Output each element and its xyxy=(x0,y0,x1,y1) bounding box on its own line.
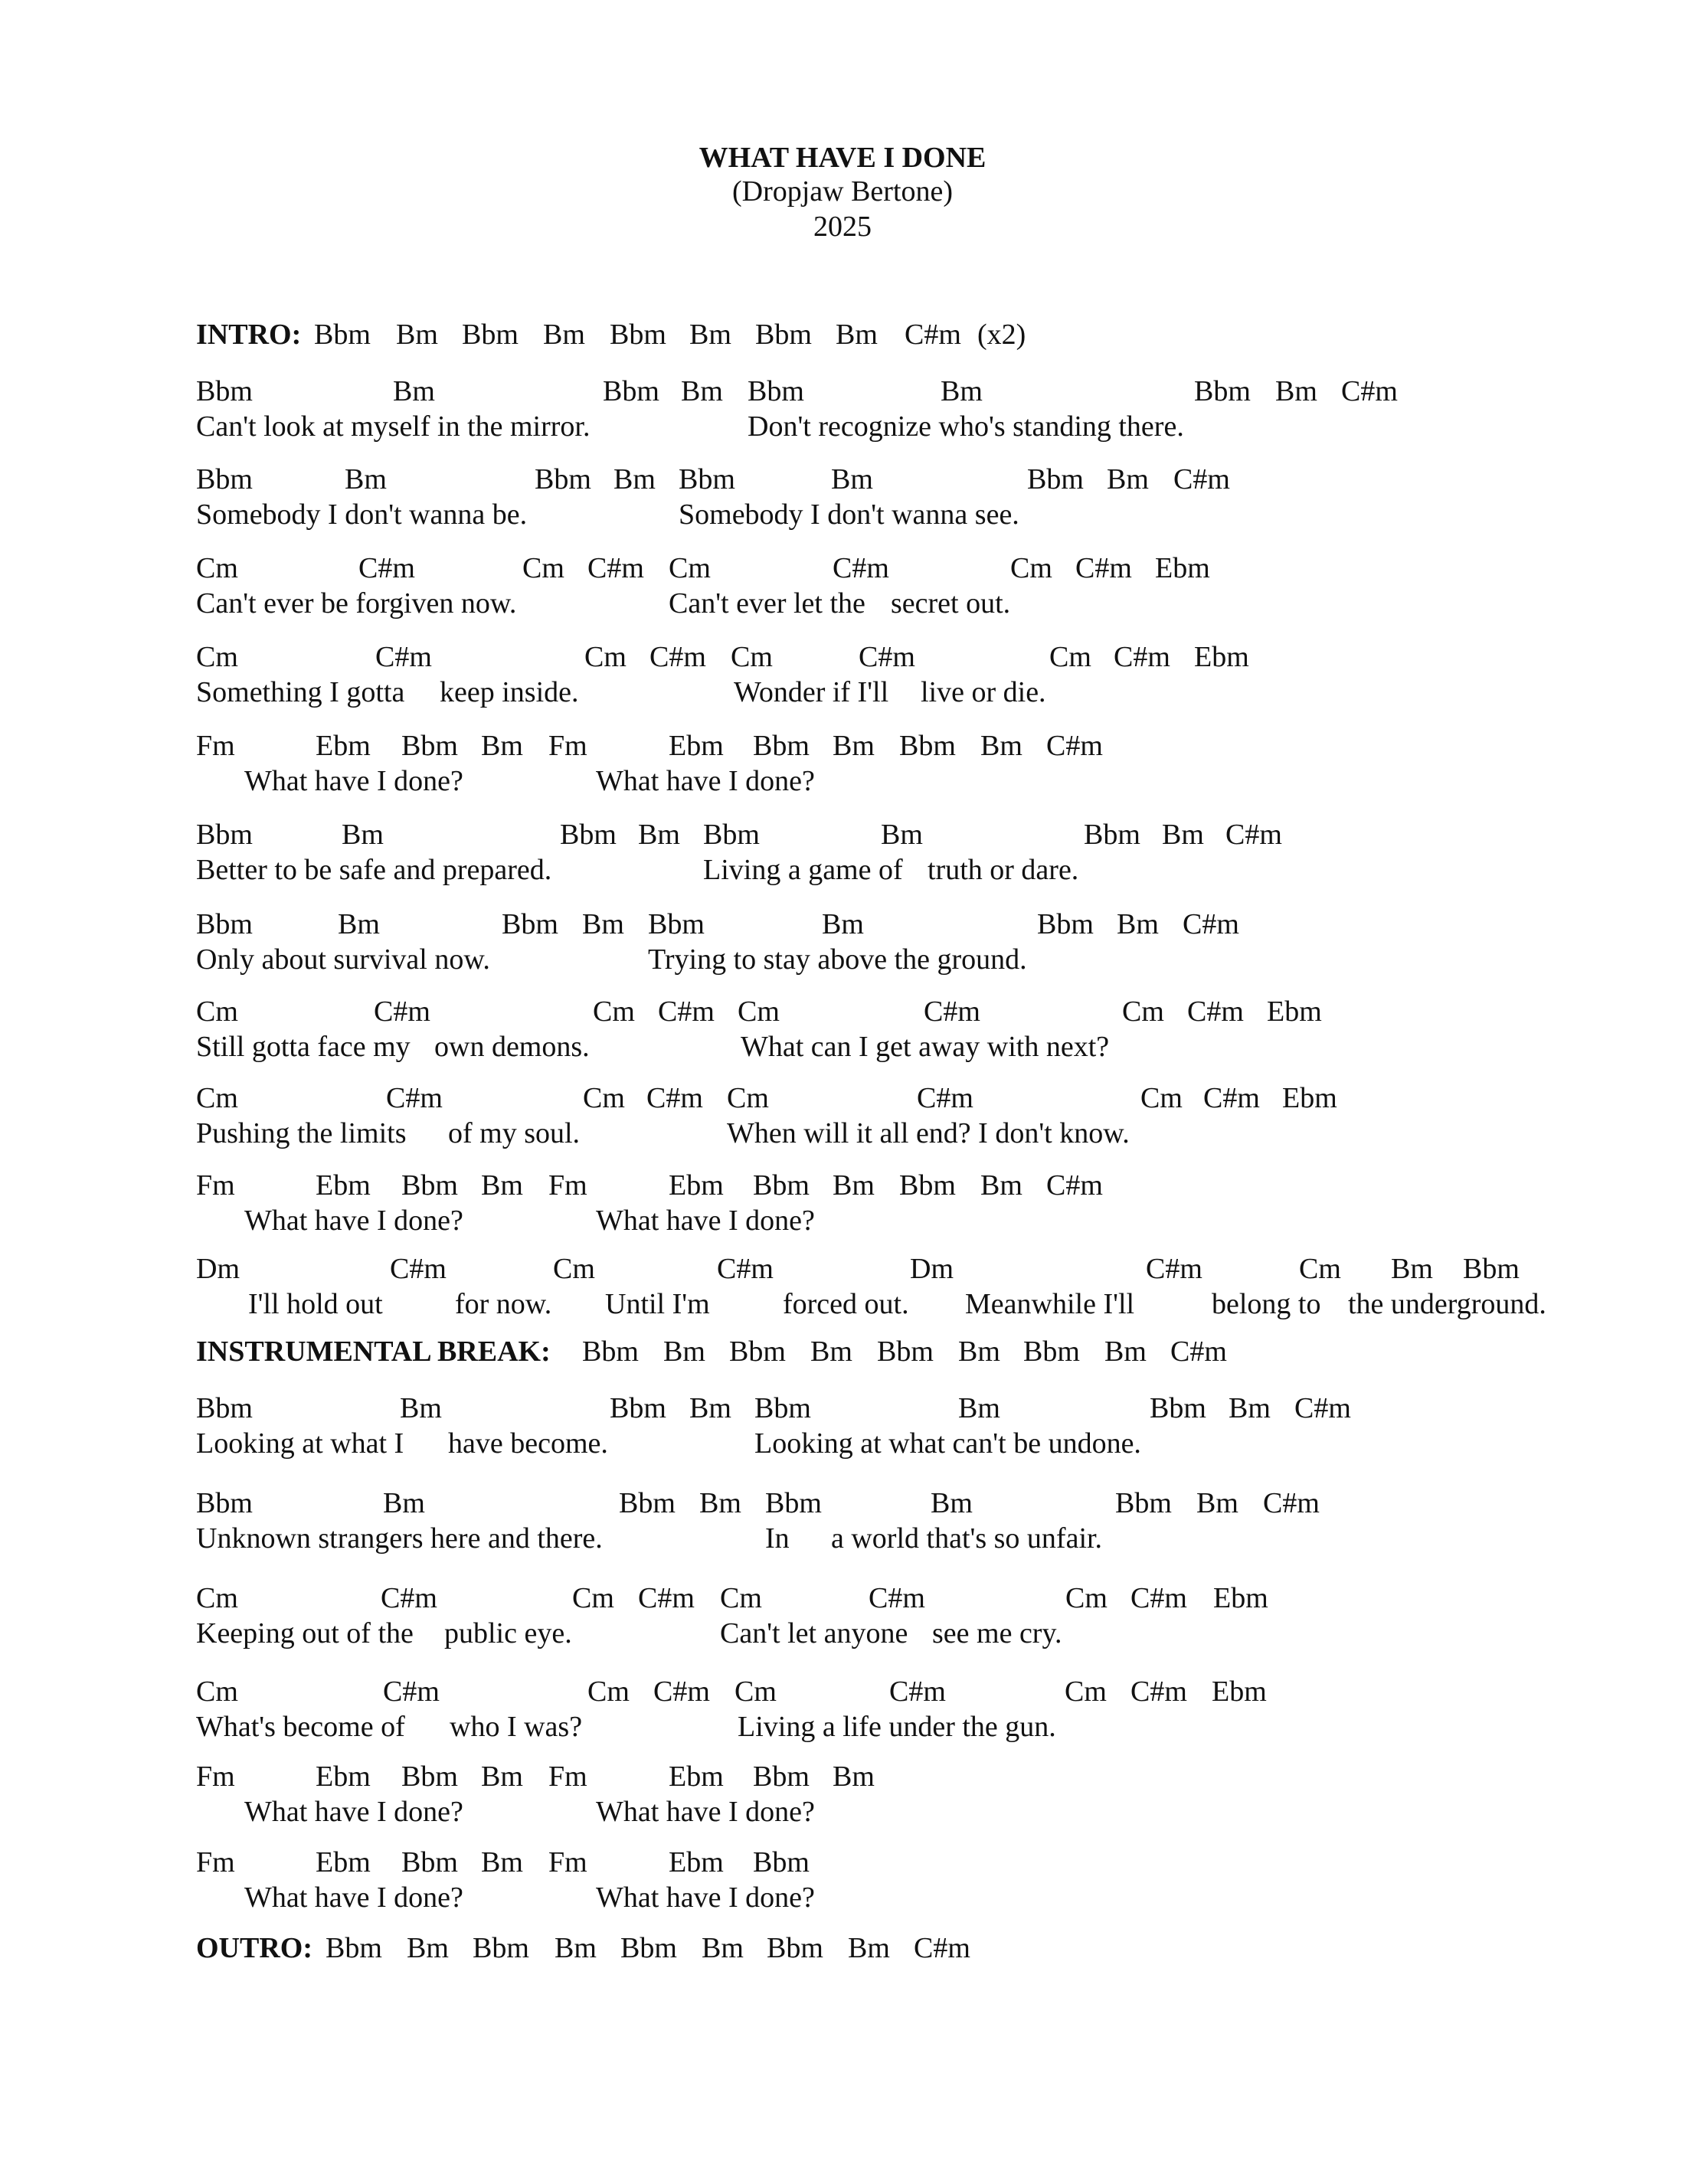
lyric-line xyxy=(0,498,1685,535)
chord: C#m xyxy=(638,1582,695,1614)
lyric: What have I done? xyxy=(244,1205,463,1237)
chord: Bm xyxy=(1275,375,1317,407)
lyric: keep inside. xyxy=(440,676,579,708)
chord: Cm xyxy=(196,996,238,1028)
chord: Bm xyxy=(1196,1487,1238,1519)
lyric-line xyxy=(0,1795,1685,1832)
chord: Bm xyxy=(822,908,864,940)
chord: C#m xyxy=(587,552,644,584)
chord: Bm xyxy=(338,908,380,940)
chord: Cm xyxy=(584,641,627,673)
chord: Bbm xyxy=(619,1487,676,1519)
chord: Bbm xyxy=(1150,1392,1206,1424)
chord: C#m xyxy=(1263,1487,1320,1519)
chord: Bm xyxy=(941,375,983,407)
chord: Bbm xyxy=(703,819,760,851)
song-title: WHAT HAVE I DONE xyxy=(699,142,986,174)
lyric: What have I done? xyxy=(244,1882,463,1914)
lyric: What have I done? xyxy=(596,1205,815,1237)
chord: Bbm xyxy=(620,1932,677,1964)
chord: Bbm xyxy=(196,375,253,407)
chord: Ebm xyxy=(1267,996,1322,1028)
chord: Bbm xyxy=(401,730,458,762)
lyric: What have I done? xyxy=(244,765,463,797)
chord: Bm xyxy=(543,319,585,351)
lyric: Better to be safe and prepared. xyxy=(196,854,552,886)
chord: Bm xyxy=(555,1932,597,1964)
chord: C#m xyxy=(1046,730,1103,762)
lyric: What have I done? xyxy=(596,765,815,797)
chord: Bbm xyxy=(401,1169,458,1202)
chord: C#m xyxy=(859,641,915,673)
intro-label: INTRO: xyxy=(196,319,302,351)
chord: Bbm xyxy=(603,375,659,407)
chord: Ebm xyxy=(1212,1676,1267,1708)
chord: Fm xyxy=(196,1846,235,1878)
lyric: In xyxy=(765,1522,790,1555)
chord: Cm xyxy=(583,1082,625,1114)
chord: Cm xyxy=(735,1676,777,1708)
chord: Ebm xyxy=(669,730,724,762)
lyric-line xyxy=(0,1287,1685,1324)
chord: Ebm xyxy=(669,1846,724,1878)
lyric: I'll hold out xyxy=(248,1288,383,1320)
lyric: live or die. xyxy=(921,676,1046,708)
chord: C#m xyxy=(914,1932,970,1964)
lyric-line xyxy=(0,1710,1685,1747)
chord: Ebm xyxy=(316,1761,371,1793)
chord: Ebm xyxy=(316,730,371,762)
chord: Cm xyxy=(1299,1253,1341,1285)
chord: Fm xyxy=(548,1761,587,1793)
chord: C#m xyxy=(1225,819,1282,851)
lyric: have become. xyxy=(448,1427,608,1460)
lyric: Trying to stay above the ground. xyxy=(648,943,1027,976)
chord: Bbm xyxy=(877,1336,934,1368)
chord: Cm xyxy=(738,996,780,1028)
lyric: Keeping out of the xyxy=(196,1617,414,1649)
chord: C#m xyxy=(833,552,889,584)
lyric-line xyxy=(0,1617,1685,1653)
song-author: (Dropjaw Bertone) xyxy=(731,175,954,208)
lyric: the underground. xyxy=(1348,1288,1546,1320)
outro-label: OUTRO: xyxy=(196,1932,312,1964)
chord: Cm xyxy=(669,552,711,584)
chord-line xyxy=(0,640,1685,677)
chord: Cm xyxy=(196,641,238,673)
chord: Ebm xyxy=(316,1846,371,1878)
lyric: belong to xyxy=(1212,1288,1321,1320)
chord: Fm xyxy=(196,730,235,762)
chord: Cm xyxy=(731,641,773,673)
chord: Bbm xyxy=(1463,1253,1520,1285)
chord: Bm xyxy=(1104,1336,1147,1368)
intro-line xyxy=(0,318,1685,355)
chord: C#m xyxy=(1130,1582,1187,1614)
chord: Bbm xyxy=(754,1392,811,1424)
chord: Bm xyxy=(396,319,438,351)
chord: Bm xyxy=(1229,1392,1271,1424)
chord: Bbm xyxy=(1027,463,1084,495)
chord: Bbm xyxy=(326,1932,382,1964)
lyric: Can't look at myself in the mirror. xyxy=(196,410,591,443)
chord: Ebm xyxy=(316,1169,371,1202)
chord: C#m xyxy=(905,319,961,351)
chord: C#m xyxy=(1170,1336,1227,1368)
chord: Bm xyxy=(663,1336,705,1368)
lyric: Only about survival now. xyxy=(196,943,490,976)
chord: Bm xyxy=(481,1169,523,1202)
chord: Cm xyxy=(196,1676,238,1708)
lyric: Can't let anyone xyxy=(720,1617,908,1649)
chord: Cm xyxy=(196,1082,238,1114)
chord: Cm xyxy=(553,1253,595,1285)
chord: Cm xyxy=(593,996,635,1028)
instrumental-line xyxy=(0,1335,1685,1372)
chord: C#m xyxy=(390,1253,447,1285)
chord-line xyxy=(0,729,1685,766)
lyric-line xyxy=(0,764,1685,801)
lyric-line xyxy=(0,675,1685,712)
lyric: secret out. xyxy=(891,587,1011,620)
chord-line xyxy=(0,1760,1685,1797)
chord: Cm xyxy=(1010,552,1052,584)
lyric: Until I'm xyxy=(605,1288,710,1320)
lyric-line xyxy=(0,587,1685,623)
chord: C#m xyxy=(649,641,706,673)
lyric-line xyxy=(0,1204,1685,1241)
chord: Bbm xyxy=(1194,375,1251,407)
chord: Bm xyxy=(833,730,875,762)
chord-line xyxy=(0,1252,1685,1289)
lyric: Living a game of xyxy=(703,854,903,886)
chord: Bm xyxy=(481,1846,523,1878)
chord: Bm xyxy=(810,1336,852,1368)
chord: Bbm xyxy=(753,1846,810,1878)
chord: Bm xyxy=(638,819,680,851)
chord: Bbm xyxy=(753,1761,810,1793)
chord: Bm xyxy=(702,1932,744,1964)
lyric-line xyxy=(0,943,1685,979)
chord-line xyxy=(0,374,1685,411)
chord: Bm xyxy=(1117,908,1159,940)
chord: Bm xyxy=(699,1487,741,1519)
chord-line xyxy=(0,1846,1685,1882)
lyric-line xyxy=(0,1030,1685,1067)
chord: Bm xyxy=(833,1169,875,1202)
chord: Ebm xyxy=(1213,1582,1268,1614)
outro-line xyxy=(0,1931,1685,1968)
chord: Bm xyxy=(1107,463,1149,495)
lyric: Looking at what can't be undone. xyxy=(754,1427,1141,1460)
chord: Bm xyxy=(400,1392,442,1424)
chord: Bbm xyxy=(648,908,705,940)
chord: Bbm xyxy=(462,319,519,351)
lyric: forced out. xyxy=(783,1288,909,1320)
chord: Bm xyxy=(980,1169,1022,1202)
chord-line xyxy=(0,818,1685,855)
chord: Bm xyxy=(481,730,523,762)
chord: Bbm xyxy=(502,908,558,940)
chord: Cm xyxy=(572,1582,614,1614)
lyric: Something I gotta xyxy=(196,676,405,708)
chord: Cm xyxy=(522,552,564,584)
chord: Bbm xyxy=(196,1487,253,1519)
chord: Bbm xyxy=(899,730,956,762)
chord: C#m xyxy=(1294,1392,1351,1424)
chord: Bm xyxy=(345,463,387,495)
chord: Ebm xyxy=(1282,1082,1337,1114)
chord: Dm xyxy=(910,1253,954,1285)
chord: Bm xyxy=(833,1761,875,1793)
chord: Bbm xyxy=(610,1392,666,1424)
chord-line xyxy=(0,1581,1685,1618)
lyric-line xyxy=(0,1427,1685,1463)
chord: Bm xyxy=(407,1932,449,1964)
chord: Bm xyxy=(1162,819,1204,851)
lyric: for now. xyxy=(455,1288,552,1320)
lyric: Looking at what I xyxy=(196,1427,404,1460)
lyric: When will it all end? I don't know. xyxy=(727,1117,1130,1149)
chord-line xyxy=(0,995,1685,1032)
lyric: Don't recognize who's standing there. xyxy=(748,410,1184,443)
chord: C#m xyxy=(383,1676,440,1708)
chord: Bbm xyxy=(401,1846,458,1878)
chord: C#m xyxy=(1075,552,1132,584)
chord: Bbm xyxy=(560,819,617,851)
lyric: of my soul. xyxy=(448,1117,581,1149)
chord: Cm xyxy=(727,1082,769,1114)
chord: Bbm xyxy=(314,319,371,351)
chord: C#m xyxy=(1203,1082,1260,1114)
chord: Ebm xyxy=(1194,641,1249,673)
chord: Bbm xyxy=(473,1932,529,1964)
chord: Bm xyxy=(582,908,624,940)
chord: Fm xyxy=(196,1169,235,1202)
chord: C#m xyxy=(358,552,415,584)
lyric-line xyxy=(0,1117,1685,1153)
lyric: What have I done? xyxy=(244,1796,463,1828)
chord: C#m xyxy=(658,996,715,1028)
chord: Cm xyxy=(1122,996,1164,1028)
lyric-line xyxy=(0,853,1685,890)
chord: Fm xyxy=(548,1846,587,1878)
chord-line xyxy=(0,463,1685,499)
chord: Cm xyxy=(196,552,238,584)
chord: Bbm xyxy=(765,1487,822,1519)
chord: Cm xyxy=(1140,1082,1183,1114)
lyric: public eye. xyxy=(444,1617,572,1649)
chord: C#m xyxy=(1341,375,1398,407)
chord: Bm xyxy=(848,1932,890,1964)
chord: C#m xyxy=(653,1676,710,1708)
chord: (x2) xyxy=(977,319,1026,351)
lyric: Still gotta face my xyxy=(196,1031,411,1063)
chord-line xyxy=(0,1081,1685,1118)
lyric: who I was? xyxy=(450,1711,583,1743)
chord-line xyxy=(0,551,1685,588)
chord: C#m xyxy=(1187,996,1244,1028)
chord-line xyxy=(0,1675,1685,1712)
chord: Bm xyxy=(681,375,723,407)
lyric: Pushing the limits xyxy=(196,1117,407,1149)
chord: Bm xyxy=(481,1761,523,1793)
lyric-line xyxy=(0,410,1685,446)
chord: C#m xyxy=(381,1582,437,1614)
lyric: see me cry. xyxy=(932,1617,1062,1649)
chord: Bbm xyxy=(535,463,591,495)
chord: Fm xyxy=(548,730,587,762)
chord: C#m xyxy=(374,996,430,1028)
chord: Bm xyxy=(836,319,878,351)
chord-line xyxy=(0,1169,1685,1205)
chord: Bbm xyxy=(899,1169,956,1202)
chord: Bbm xyxy=(196,819,253,851)
chord: Bm xyxy=(393,375,435,407)
chord: C#m xyxy=(1114,641,1170,673)
lyric: Somebody I don't wanna see. xyxy=(679,499,1019,531)
chord: Bm xyxy=(931,1487,973,1519)
lyric: own demons. xyxy=(434,1031,590,1063)
chord: C#m xyxy=(889,1676,946,1708)
chord: C#m xyxy=(375,641,432,673)
chord: Cm xyxy=(720,1582,762,1614)
chord: Cm xyxy=(1065,1676,1107,1708)
chord-line xyxy=(0,907,1685,944)
chord: Bbm xyxy=(196,1392,253,1424)
chord: Bbm xyxy=(582,1336,639,1368)
chord: C#m xyxy=(869,1582,925,1614)
chord: Bbm xyxy=(753,1169,810,1202)
chord: Cm xyxy=(587,1676,630,1708)
instrumental-label: INSTRUMENTAL BREAK: xyxy=(196,1336,551,1368)
chord: Dm xyxy=(196,1253,240,1285)
chord: Cm xyxy=(196,1582,238,1614)
chord: Bm xyxy=(342,819,384,851)
chord-line xyxy=(0,1391,1685,1428)
chord: Bm xyxy=(383,1487,425,1519)
song-year: 2025 xyxy=(813,211,872,243)
chord: Cm xyxy=(1065,1582,1108,1614)
chord: Bbm xyxy=(748,375,804,407)
lyric: a world that's so unfair. xyxy=(831,1522,1103,1555)
chord: Bm xyxy=(958,1336,1000,1368)
lyric: Somebody I don't wanna be. xyxy=(196,499,528,531)
lyric: Wonder if I'll xyxy=(734,676,889,708)
lyric: Living a life under the gun. xyxy=(738,1711,1056,1743)
lyric: Meanwhile I'll xyxy=(965,1288,1135,1320)
lyric: Unknown strangers here and there. xyxy=(196,1522,603,1555)
chord: Bm xyxy=(689,1392,731,1424)
chord: Bm xyxy=(980,730,1022,762)
chord-line xyxy=(0,1486,1685,1523)
chord: C#m xyxy=(924,996,980,1028)
chord: C#m xyxy=(1173,463,1230,495)
chord: Bbm xyxy=(753,730,810,762)
lyric: truth or dare. xyxy=(928,854,1079,886)
lyric-line xyxy=(0,1522,1685,1558)
lyric: Can't ever be forgiven now. xyxy=(196,587,517,620)
chord: Bbm xyxy=(679,463,735,495)
lyric: Can't ever let the xyxy=(669,587,865,620)
lyric: What's become of xyxy=(196,1711,405,1743)
chord: Bbm xyxy=(1084,819,1140,851)
chord: Bm xyxy=(689,319,731,351)
chord: Bm xyxy=(1391,1253,1433,1285)
chord: Bm xyxy=(613,463,656,495)
chord: C#m xyxy=(1183,908,1239,940)
chord: Bbm xyxy=(729,1336,786,1368)
chord: Bbm xyxy=(1115,1487,1172,1519)
chord: C#m xyxy=(1146,1253,1202,1285)
chord: Bbm xyxy=(1037,908,1094,940)
chord: C#m xyxy=(386,1082,443,1114)
chord: C#m xyxy=(646,1082,703,1114)
chord: Bbm xyxy=(755,319,812,351)
lyric-line xyxy=(0,1881,1685,1918)
chord: Bbm xyxy=(610,319,666,351)
chord: Bbm xyxy=(196,908,253,940)
lyric: What can I get away with next? xyxy=(741,1031,1110,1063)
chord: C#m xyxy=(917,1082,973,1114)
chord: C#m xyxy=(1046,1169,1103,1202)
chord: Bm xyxy=(881,819,923,851)
chord: Ebm xyxy=(1155,552,1210,584)
chord: C#m xyxy=(717,1253,774,1285)
chord: Ebm xyxy=(669,1169,724,1202)
chord: Bm xyxy=(831,463,873,495)
chord: Ebm xyxy=(669,1761,724,1793)
chord: Bbm xyxy=(401,1761,458,1793)
chord: Cm xyxy=(1049,641,1091,673)
chord: Bbm xyxy=(196,463,253,495)
chord: Bbm xyxy=(1023,1336,1080,1368)
chord: Fm xyxy=(196,1761,235,1793)
lyric: What have I done? xyxy=(596,1796,815,1828)
chord: C#m xyxy=(1130,1676,1187,1708)
chord: Bbm xyxy=(767,1932,823,1964)
chord: Bm xyxy=(958,1392,1000,1424)
lyric: What have I done? xyxy=(596,1882,815,1914)
chord: Fm xyxy=(548,1169,587,1202)
